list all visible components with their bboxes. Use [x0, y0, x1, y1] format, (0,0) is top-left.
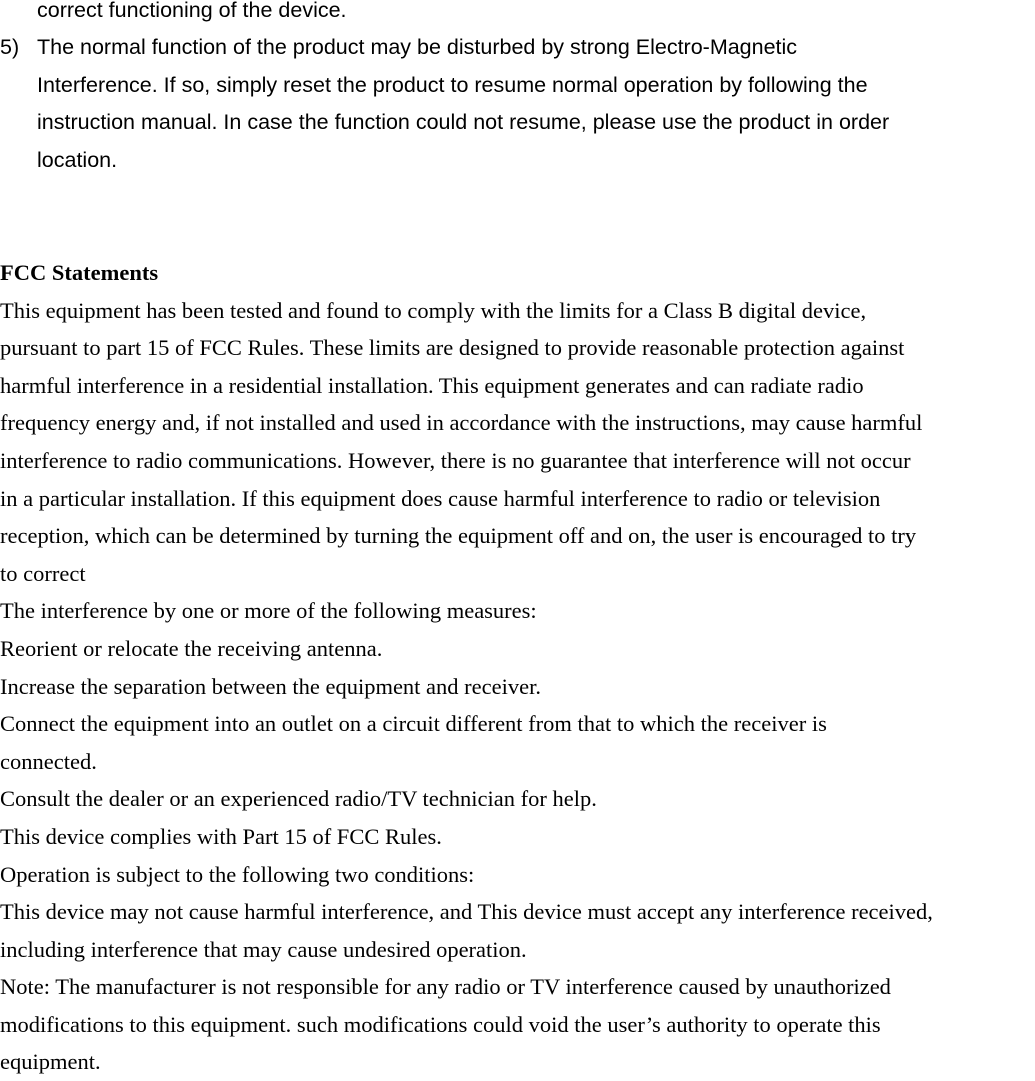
instruction-item-5	[0, 29, 1035, 179]
fcc-line: reception, which can be determined by turning the equipment off and on, the user is encouraged to try	[0, 523, 917, 549]
fcc-line: The interference by one or more of the following measures:	[0, 598, 537, 624]
item-text-line: Interference. If so, simply reset the product to resume normal operation by following the	[37, 72, 868, 97]
fcc-line: This equipment has been tested and found to comply with the limits for a Class B digital device,	[0, 297, 867, 323]
item-text-line: instruction manual. In case the function could not resume, please use the product in order	[37, 110, 890, 134]
fcc-statements-section	[0, 254, 1035, 1081]
fcc-line: Consult the dealer or an experienced radio/TV technician for help.	[0, 786, 597, 812]
item-number: 5)	[0, 35, 20, 59]
fcc-line: harmful interference in a residential installation. This equipment generates and can radiate radio	[0, 372, 864, 398]
fcc-line: interference to radio communications. However, there is no guarantee that interference will not occur	[0, 447, 911, 473]
item-text-line: location.	[37, 147, 118, 172]
item-text	[37, 29, 1033, 179]
item-text-line: The normal function of the product may be disturbed by strong Electro-Magnetic	[37, 35, 798, 59]
fcc-line: frequency energy and, if not installed and used in accordance with the instructions, may cause harmful	[0, 410, 923, 436]
fcc-line: Reorient or relocate the receiving antenna.	[0, 635, 383, 661]
fcc-line: Operation is subject to the following two conditions:	[0, 861, 475, 887]
fcc-line: including interference that may cause undesired operation.	[0, 936, 527, 962]
section-heading: FCC Statements	[0, 260, 159, 285]
fcc-line: Increase the separation between the equipment and receiver.	[0, 673, 541, 699]
fcc-line: in a particular installation. If this equipment does cause harmful interference to radio or television	[0, 485, 881, 511]
fcc-line: equipment.	[0, 1049, 101, 1075]
fcc-line: connected.	[0, 748, 97, 774]
fcc-line: Note: The manufacturer is not responsible for any radio or TV interference caused by unauthorized	[0, 974, 891, 1000]
fcc-line: This device complies with Part 15 of FCC Rules.	[0, 823, 442, 849]
fcc-line: to correct	[0, 560, 86, 586]
fcc-line: pursuant to part 15 of FCC Rules. These limits are designed to provide reasonable protection against	[0, 335, 905, 361]
fcc-line: This device may not cause harmful interference, and This device must accept any interference received,	[0, 899, 933, 925]
fcc-line: Connect the equipment into an outlet on a circuit different from that to which the receiver is	[0, 711, 827, 737]
instruction-continued-line: correct functioning of the device.	[37, 0, 347, 22]
fcc-line: modifications to this equipment. such modifications could void the user’s authority to operate this	[0, 1011, 881, 1037]
